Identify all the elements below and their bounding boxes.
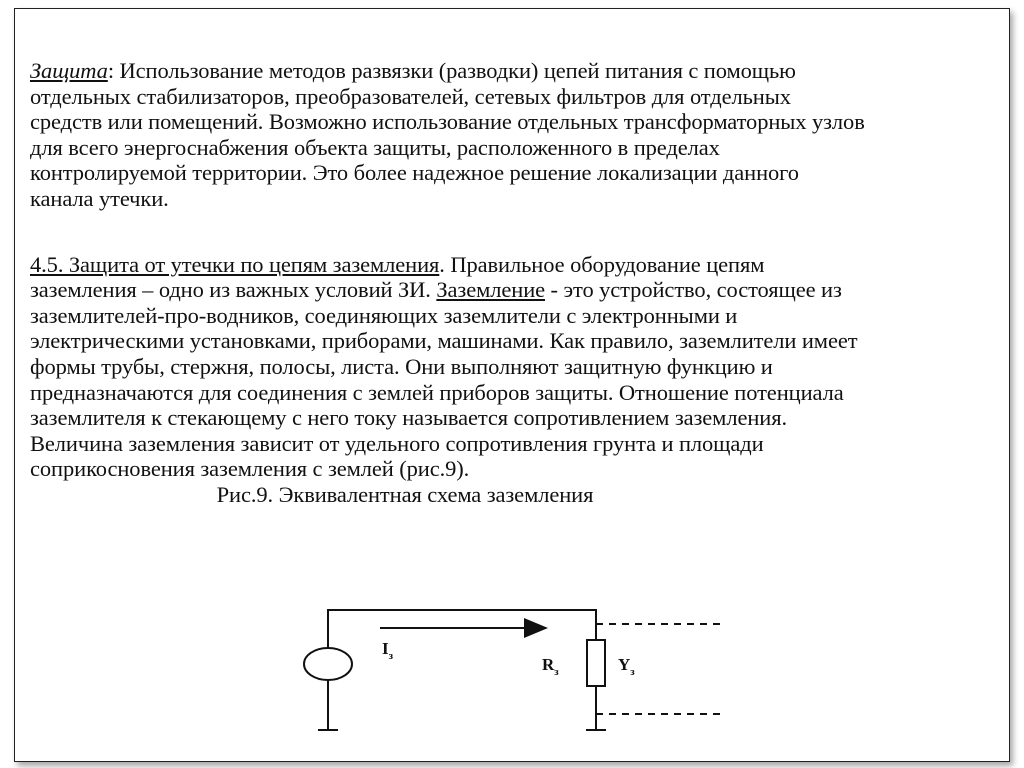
p2-text: . Правильное оборудование цепям: [439, 251, 765, 277]
p1-line-4: для всего энергоснабжения объекта защиты, расположенного в пределах: [30, 134, 720, 160]
figure-caption: Рис.9. Эквивалентная схема заземления: [216, 481, 594, 507]
p1-line-2: отдельных стабилизаторов, преобразователей, сетевых фильтров для отдельных: [30, 83, 791, 109]
p1-line-1: [30, 58, 980, 84]
resistor-label: $R_з$: [542, 655, 559, 678]
conductance-label: $Y_з$: [618, 655, 635, 678]
p2-text: заземления – одно из важных условий ЗИ.: [30, 277, 437, 303]
p1-line-3: средств или помещений. Возможно использование отдельных трансформаторных узлов: [30, 109, 865, 135]
source-symbol: [304, 648, 352, 680]
p2-line-5: формы трубы, стержня, полосы, листа. Они выполняют защитную функцию и: [30, 353, 773, 379]
p2-line-3: заземлителей-про-водников, соединяющих заземлители с электронными и: [30, 302, 738, 328]
p2-line-9: соприкосновения заземления с землей (рис.9).: [30, 456, 470, 482]
p2-line-7: заземлителя к стекающему с него току называется сопротивлением заземления.: [30, 405, 787, 431]
p2-line-1: [30, 252, 980, 278]
p1-line-5: контролируемой территории. Это более надежное решение локализации данного: [30, 160, 799, 186]
p2-line-8: Величина заземления зависит от удельного сопротивления грунта и площади: [30, 430, 764, 456]
p1-text: : Использование методов развязки (разводки) цепей питания с помощью: [107, 58, 796, 83]
p1-line-6: канала утечки.: [30, 185, 169, 211]
section-heading: 4.5. Защита от утечки по цепям заземления: [30, 251, 440, 277]
p2-line-2: [30, 277, 980, 303]
resistor-symbol: [587, 640, 605, 686]
grounding-schematic: [280, 590, 760, 760]
p2-line-6: предназначаются для соединения с землей приборов защиты. Отношение потенциала: [30, 379, 844, 405]
slide-text: [30, 58, 980, 508]
p2-text: - это устройство, состоящее из: [545, 277, 842, 303]
p2-term: Заземление: [436, 277, 546, 303]
p2-line-4: электрическими установками, приборами, машинами. Как правило, заземлители имеет: [30, 328, 858, 354]
p1-term: Защита: [30, 58, 108, 83]
current-label: $I_з$: [382, 639, 394, 662]
